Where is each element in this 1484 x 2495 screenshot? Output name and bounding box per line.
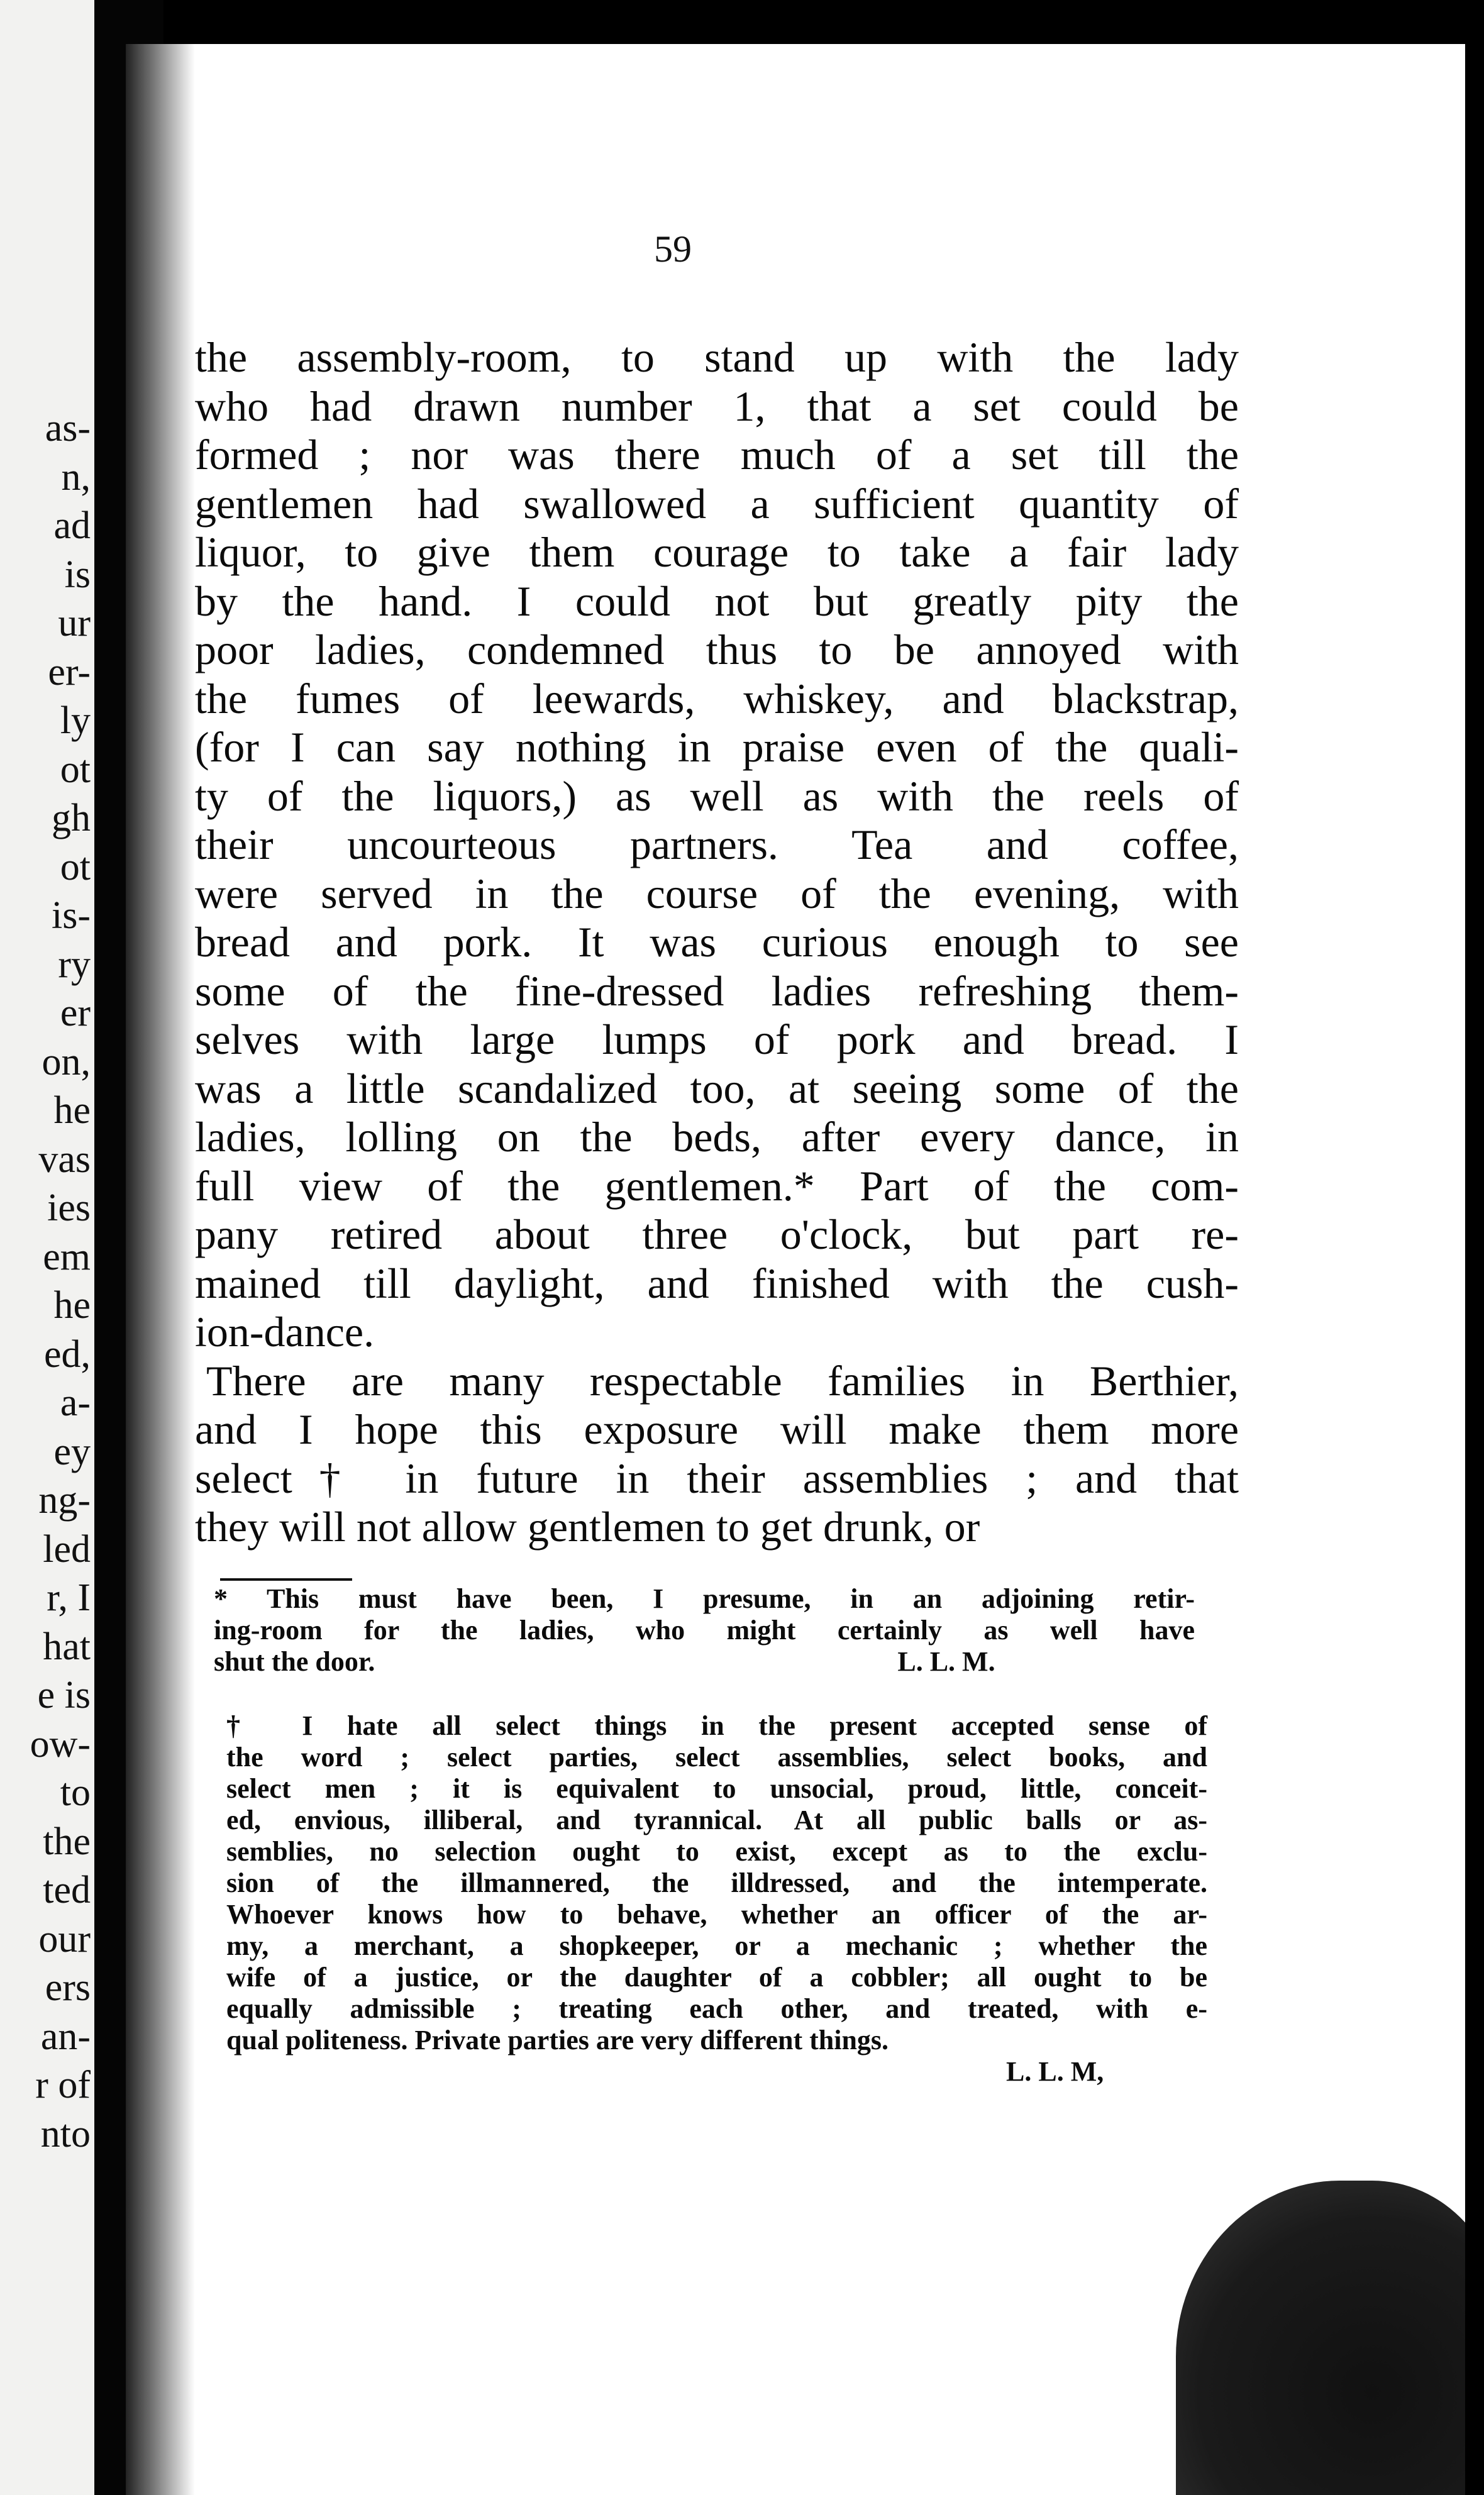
page-curl-shadow [126,44,195,2495]
text-line: by the hand. I could not but greatly pity the [195,577,1239,625]
left-page-fragment: ow- [30,1722,91,1766]
left-page-fragment: ot [60,748,91,791]
left-page-fragment: ed, [43,1332,91,1376]
left-page-fragment: hat [43,1625,91,1668]
text-line: their uncourteous partners. Tea and coffee, [195,821,1239,868]
left-page-fragment: vas [38,1137,91,1181]
left-page-fragment: em [43,1235,91,1278]
footnote-line: the word ; select parties, select assemblies, select books, and [226,1742,1207,1773]
left-page-fragment: gh [52,797,91,839]
left-page-fragment: ted [43,1869,91,1911]
left-page-fragment: ers [45,1966,91,2009]
text-line: ladies, lolling on the beds, after every dance, in [195,1113,1239,1161]
text-line: the assembly-room, to stand up with the lady [195,333,1239,381]
footnote-line: ed, envious, illiberal, and tyrannical. At all public balls or as- [226,1805,1207,1835]
footnote-signature: L. L. M, [1006,2056,1104,2087]
text-line: who had drawn number 1, that a set could be [195,382,1239,430]
text-line: was a little scandalized too, at seeing some of the [195,1064,1239,1112]
footnote-line: Whoever knows how to behave, whether an officer of the ar- [226,1899,1207,1930]
left-page-fragment: ies [47,1187,91,1229]
footnote-line: my, a merchant, a shopkeeper, or a mechanic ; whether the [226,1930,1207,1961]
footnote-line: * This must have been, I presume, in an adjoining retir- [214,1583,1195,1614]
body-text [195,333,1239,1552]
page-number: 59 [654,228,692,270]
left-page-fragment: to [60,1771,91,1814]
footnote-line: † I hate all select things in the present accepted sense of [226,1710,1207,1741]
left-page-fragment: ry [58,943,91,986]
left-page-fragment: he [53,1284,91,1327]
text-line: poor ladies, condemned thus to be annoyed with [195,626,1239,673]
left-page-fragment: ur [58,602,91,644]
left-page-fragment: ad [53,504,91,547]
text-line: some of the fine-dressed ladies refreshing them- [195,966,1239,1015]
text-line: they will not allow gentlemen to get drunk, or [195,1503,980,1551]
thumb-shadow [1176,2181,1465,2495]
left-page-fragment: ly [60,699,91,742]
left-page-fragment: as- [45,407,91,450]
text-line: selves with large lumps of pork and bread. I [195,1015,1239,1063]
left-page-edge [0,0,94,2495]
text-line: formed ; nor was there much of a set till the [195,431,1239,479]
footnote-line: wife of a justice, or the daughter of a cobbler; all ought to be [226,1962,1207,1993]
left-page-fragment: an- [40,2015,91,2058]
left-page-fragment: er- [48,650,91,694]
left-page-fragment: r of [35,2064,91,2106]
text-line: and I hope this exposure will make them more [195,1405,1239,1453]
left-page-fragment: ot [60,845,91,888]
text-line: There are many respectable families in Berthier, [206,1356,1239,1405]
left-page-fragment: our [38,1917,91,1961]
footnote-last-line: shut the door. [214,1646,375,1677]
text-line: (for I can say nothing in praise even of the quali- [195,723,1239,771]
text-line: ion-dance. [195,1308,375,1356]
text-line: pany retired about three o'clock, but part re- [195,1210,1239,1258]
left-page-fragment: led [43,1527,91,1571]
text-line: the fumes of leewards, whiskey, and blackstrap, [195,674,1239,722]
left-page-fragment: n, [61,455,91,499]
left-page-fragment: er [60,992,91,1034]
left-page-fragment: he [53,1089,91,1132]
footnote-2 [226,1710,1207,2088]
footnote-rule [220,1578,352,1581]
book-page [126,44,1465,2495]
text-line: bread and pork. It was curious enough to see [195,918,1239,966]
text-line: liquor, to give them courage to take a fair lady [195,528,1239,576]
text-line: select† in future in their assemblies ; and that [195,1454,1239,1502]
footnote-1 [214,1583,1195,1678]
footnote-line [214,1646,1195,1678]
left-page-fragment: on, [42,1040,91,1083]
footnote-signature: L. L. M. [897,1646,995,1677]
left-page-fragment: is [64,553,91,596]
left-page-fragment: is- [52,894,91,937]
footnote-line: sion of the illmannered, the illdressed, and the intemperate. [226,1867,1207,1898]
left-page-fragment: nto [40,2112,91,2155]
left-page-fragment: ey [53,1430,91,1473]
text-line: gentlemen had swallowed a sufficient quantity of [195,479,1239,528]
left-page-fragment: the [43,1820,91,1863]
text-line: ty of the liquors,) as well as with the reels of [195,772,1239,820]
text-line: were served in the course of the evening, with [195,869,1239,917]
left-page-fragment: ng- [38,1479,91,1522]
footnote-line: equally admissible ; treating each other, and treated, with e- [226,1993,1207,2024]
footnote-line: semblies, no selection ought to exist, except as to the exclu- [226,1836,1207,1867]
left-page-fragment: r, I [47,1576,91,1619]
left-page-fragment: e is [37,1674,91,1717]
text-line: full view of the gentlemen.* Part of the com- [195,1161,1239,1210]
text-line: mained till daylight, and finished with the cush- [195,1259,1239,1307]
left-page-fragment: a- [60,1381,91,1424]
footnote-line: qual politeness. Private parties are very different things. [226,2025,889,2055]
footnote-line: select men ; it is equivalent to unsocial, proud, little, conceit- [226,1773,1207,1804]
footnote-line: ing-room for the ladies, who might certainly as well have [214,1615,1195,1646]
